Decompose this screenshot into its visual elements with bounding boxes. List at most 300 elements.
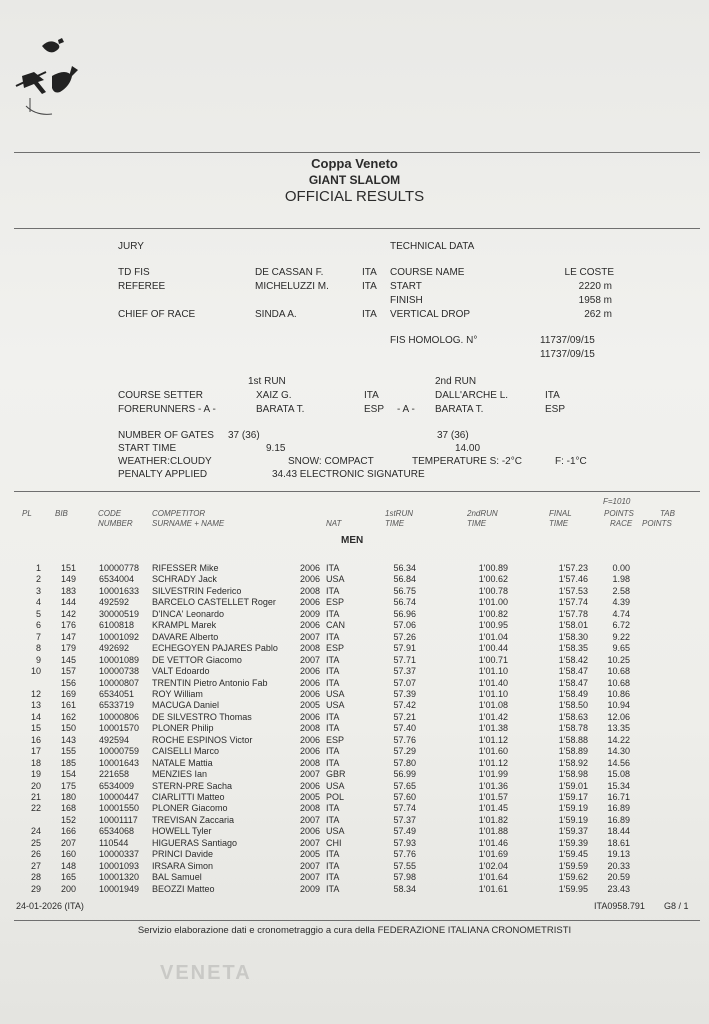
result-name: SCHRADY Jack (152, 574, 217, 585)
result-final: 1'58.30 (558, 631, 588, 642)
result-final: 1'57.23 (558, 563, 588, 573)
result-code: 6534009 (99, 780, 135, 791)
result-run2: 1'00.82 (478, 608, 508, 619)
course-value: LE COSTE (564, 267, 614, 278)
start-time-run1: 9.15 (266, 443, 286, 454)
discipline-title: GIANT SLALOM (308, 173, 401, 187)
chief-of-race-name: SINDA A. (255, 309, 297, 320)
referee-nat: ITA (362, 281, 377, 292)
result-pl: 5 (35, 608, 41, 619)
result-run2: 1'00.44 (478, 643, 508, 654)
result-year: 2006 (300, 574, 321, 585)
result-final: 1'58.42 (558, 654, 588, 665)
result-year: 2005 (300, 700, 321, 711)
temperature-start: TEMPERATURE S: -2°C (412, 456, 522, 467)
start-value: 2220 m (578, 281, 612, 292)
result-code: 10000738 (99, 666, 140, 677)
result-final: 1'58.63 (558, 711, 588, 722)
result-bib: 160 (60, 849, 76, 860)
result-points: 18.61 (607, 837, 630, 848)
result-bib: 151 (60, 563, 76, 573)
result-name: MENZIES Ian (152, 769, 208, 780)
col-race: RACE (610, 519, 633, 528)
event-title: Coppa Veneto (311, 156, 398, 171)
result-year: 2006 (300, 666, 321, 677)
result-code: 10001093 (99, 860, 140, 871)
result-bib: 168 (60, 803, 76, 814)
result-points: 16.89 (607, 803, 630, 814)
result-run2: 1'00.62 (478, 574, 508, 585)
result-run1: 57.06 (393, 620, 416, 631)
result-code: 10001550 (99, 803, 140, 814)
col-tab: TAB (660, 509, 675, 518)
result-code: 6100818 (99, 620, 135, 631)
col-competitor: COMPETITOR (152, 509, 206, 518)
result-name: MACUGA Daniel (152, 700, 220, 711)
result-pl: 29 (30, 883, 41, 894)
result-bib: 165 (60, 872, 76, 883)
result-code: 6533719 (99, 700, 135, 711)
col-points: POINTS (604, 509, 634, 518)
result-final: 1'58.78 (558, 723, 588, 734)
result-pl: 14 (30, 711, 41, 722)
gates-run2: 37 (36) (437, 430, 469, 441)
result-bib: 162 (60, 711, 76, 722)
result-final: 1'58.50 (558, 700, 588, 711)
result-year: 2008 (300, 723, 321, 734)
result-nat: ITA (326, 883, 340, 894)
result-code: 10001570 (99, 723, 140, 734)
result-run1: 57.21 (393, 711, 416, 722)
result-bib: 149 (60, 574, 76, 585)
result-run1: 57.98 (393, 872, 416, 883)
result-run2: 1'00.95 (478, 620, 508, 631)
result-run2: 1'01.12 (478, 757, 508, 768)
result-final: 1'59.17 (558, 792, 588, 802)
weather: WEATHER:CLOUDY (118, 456, 212, 467)
result-name: PLONER Philip (152, 723, 214, 734)
start-time-run2: 14.00 (455, 443, 481, 454)
result-final: 1'57.53 (558, 585, 588, 596)
result-bib: 183 (60, 585, 76, 596)
table-row (0, 826, 709, 837)
result-year: 2005 (300, 849, 321, 860)
result-name: ECHEGOYEN PAJARES Pablo (152, 643, 278, 654)
table-row (0, 700, 709, 711)
result-run1: 57.55 (393, 860, 416, 871)
result-pl: 10 (30, 666, 41, 677)
result-nat: ITA (326, 666, 340, 677)
result-points: 14.22 (607, 734, 630, 745)
result-run1: 57.93 (393, 837, 416, 848)
result-final: 1'57.46 (558, 574, 588, 585)
result-name: CIARLITTI Matteo (152, 792, 225, 802)
result-name: DAVARE Alberto (152, 631, 219, 642)
result-code: 10000337 (99, 849, 140, 860)
finish-label: FINISH (390, 295, 423, 306)
result-code: 10000447 (99, 792, 140, 802)
result-run2: 1'01.46 (478, 837, 508, 848)
homolog-value-1: 11737/09/15 (540, 335, 595, 346)
result-pl: 13 (30, 700, 41, 711)
table-row (0, 849, 709, 860)
result-code: 10000778 (99, 563, 140, 573)
table-row (0, 689, 709, 700)
result-pl: 28 (30, 872, 41, 883)
result-run1: 57.42 (393, 700, 416, 711)
result-pl: 4 (35, 597, 41, 608)
result-nat: ITA (326, 677, 340, 688)
table-row (0, 643, 709, 654)
section-men: MEN (341, 535, 364, 546)
result-run2: 1'02.04 (478, 860, 508, 871)
result-run2: 1'00.71 (478, 654, 508, 665)
result-points: 18.44 (607, 826, 630, 837)
result-points: 9.22 (612, 631, 630, 642)
result-pl: 15 (30, 723, 41, 734)
result-name: HIGUERAS Santiago (152, 837, 238, 848)
col-run2-time: TIME (467, 519, 487, 528)
result-name: VALT Edoardo (152, 666, 210, 677)
result-nat: USA (326, 826, 345, 837)
result-nat: ITA (326, 814, 340, 825)
result-run1: 58.34 (393, 883, 416, 894)
result-points: 14.30 (607, 746, 630, 757)
result-pl: 24 (30, 826, 41, 837)
result-run1: 57.74 (393, 803, 416, 814)
result-run1: 57.65 (393, 780, 416, 791)
result-points: 9.65 (612, 643, 630, 654)
result-run2: 1'01.38 (478, 723, 508, 734)
result-run2: 1'01.00 (478, 597, 508, 608)
setter1-name: XAIZ G. (256, 390, 292, 401)
result-run2: 1'00.89 (478, 563, 508, 573)
result-year: 2007 (300, 769, 321, 780)
snow: SNOW: COMPACT (288, 456, 374, 467)
result-bib: 156 (60, 677, 76, 688)
result-name: STERN-PRE Sacha (152, 780, 233, 791)
result-run2: 1'01.10 (478, 688, 508, 699)
result-pl: 16 (30, 734, 41, 745)
result-bib: 152 (60, 814, 76, 825)
result-nat: ITA (326, 654, 340, 665)
result-points: 10.94 (607, 700, 630, 711)
vertical-drop-value: 262 m (584, 309, 612, 320)
result-nat: ITA (326, 757, 340, 768)
table-row (0, 746, 709, 757)
penalty-label: PENALTY APPLIED (118, 469, 208, 480)
result-nat: ITA (326, 563, 340, 573)
result-final: 1'59.59 (558, 860, 588, 871)
result-pl: 21 (30, 792, 41, 802)
result-bib: 207 (60, 837, 76, 848)
result-pl: 1 (35, 563, 41, 573)
result-nat: ITA (326, 631, 340, 642)
col-f-value: F=1010 (603, 497, 631, 506)
setter1-nat: ITA (364, 390, 379, 401)
result-code: 110544 (99, 837, 129, 848)
result-pl: 27 (30, 860, 41, 871)
result-bib: 169 (60, 688, 76, 699)
result-run2: 1'01.61 (478, 883, 508, 894)
result-run2: 1'01.99 (478, 769, 508, 780)
table-row (0, 723, 709, 734)
result-points: 16.71 (607, 792, 630, 802)
result-name: BAL Samuel (152, 872, 202, 883)
result-name: HOWELL Tyler (152, 826, 212, 837)
footer-doc-code: ITA0958.791 (594, 901, 645, 911)
result-run2: 1'01.04 (478, 631, 508, 642)
result-pl: 18 (30, 757, 41, 768)
result-final: 1'59.45 (558, 849, 588, 860)
result-final: 1'59.39 (558, 837, 588, 848)
result-run1: 56.34 (393, 563, 416, 573)
result-final: 1'58.47 (558, 666, 588, 677)
homolog-value-2: 11737/09/15 (540, 349, 595, 360)
result-points: 0.00 (612, 563, 630, 573)
tech-title: TECHNICAL DATA (390, 241, 475, 252)
table-row (0, 792, 709, 803)
forerunners-label: FORERUNNERS - A - (118, 404, 216, 415)
result-nat: GBR (326, 769, 346, 780)
col-bib: BIB (55, 509, 68, 518)
result-name: TREVISAN Zaccaria (152, 814, 235, 825)
result-pl: 9 (35, 654, 41, 665)
result-name: SILVESTRIN Federico (152, 585, 242, 596)
result-name: IRSARA Simon (152, 860, 214, 871)
result-year: 2007 (300, 631, 321, 642)
result-code: 492594 (99, 734, 130, 745)
homolog-label: FIS HOMOLOG. N° (390, 335, 478, 346)
result-run2: 1'01.60 (478, 746, 508, 757)
result-year: 2007 (300, 860, 321, 871)
result-final: 1'58.92 (558, 757, 588, 768)
result-year: 2006 (300, 826, 321, 837)
run2-label: 2nd RUN (435, 376, 477, 387)
result-run1: 57.07 (393, 677, 416, 688)
td-name: DE CASSAN F. (255, 267, 324, 278)
forerunner2-name: BARATA T. (435, 404, 484, 415)
footer-service: Servizio elaborazione dati e cronometraggio a cura della FEDERAZIONE ITALIANA CRONOMETRISTI (137, 925, 572, 936)
table-row (0, 861, 709, 872)
result-nat: ITA (326, 585, 340, 596)
result-name: TRENTIN Pietro Antonio Fab (152, 677, 268, 688)
result-points: 10.68 (607, 666, 630, 677)
jury-title: JURY (118, 241, 144, 252)
run1-label: 1st RUN (248, 376, 286, 387)
result-bib: 147 (60, 631, 76, 642)
result-bib: 155 (60, 746, 76, 757)
result-run2: 1'01.08 (478, 700, 508, 711)
table-row (0, 781, 709, 792)
result-pl: 7 (35, 631, 41, 642)
result-run1: 57.40 (393, 723, 416, 734)
result-bib: 150 (60, 723, 76, 734)
result-final: 1'58.89 (558, 746, 588, 757)
col-surname-name: SURNAME + NAME (152, 519, 225, 528)
result-nat: ITA (326, 860, 340, 871)
result-code: 492692 (99, 643, 130, 654)
col-final-time: TIME (549, 519, 569, 528)
result-points: 13.35 (607, 723, 630, 734)
result-nat: ITA (326, 723, 340, 734)
gates-run1: 37 (36) (228, 430, 260, 441)
result-final: 1'58.49 (558, 688, 588, 699)
result-pl: 19 (30, 769, 41, 780)
result-run2: 1'01.12 (478, 734, 508, 745)
result-run1: 57.37 (393, 814, 416, 825)
result-nat: ESP (326, 643, 345, 654)
result-run1: 56.74 (393, 597, 416, 608)
col-final: FINAL (549, 509, 572, 518)
result-points: 4.74 (612, 608, 630, 619)
footer-rule (14, 920, 700, 921)
referee-name: MICHELUZZI M. (255, 281, 329, 292)
result-name: DE VETTOR Giacomo (152, 654, 242, 665)
table-row (0, 666, 709, 677)
result-nat: CHI (326, 837, 342, 848)
result-run2: 1'01.10 (478, 666, 508, 677)
result-name: DE SILVESTRO Thomas (152, 711, 252, 722)
col-run1-time: TIME (385, 519, 405, 528)
result-nat: ITA (326, 608, 340, 619)
result-final: 1'59.19 (558, 803, 588, 814)
result-year: 2005 (300, 792, 321, 802)
result-points: 6.72 (612, 620, 630, 631)
watermark: VENETA (160, 962, 252, 984)
result-pl: 2 (35, 574, 41, 585)
result-points: 12.06 (607, 711, 630, 722)
result-bib: 157 (60, 666, 76, 677)
result-code: 10001949 (99, 883, 140, 894)
table-row (0, 597, 709, 608)
result-nat: POL (326, 792, 345, 802)
result-code: 492592 (99, 597, 130, 608)
result-run2: 1'01.82 (478, 814, 508, 825)
result-bib: 142 (60, 608, 76, 619)
result-year: 2007 (300, 654, 321, 665)
result-final: 1'59.95 (558, 883, 588, 894)
result-code: 10000759 (99, 746, 140, 757)
result-year: 2008 (300, 803, 321, 814)
result-year: 2007 (300, 872, 321, 883)
result-year: 2008 (300, 643, 321, 654)
result-final: 1'58.47 (558, 677, 588, 688)
table-row (0, 815, 709, 826)
chief-of-race-label: CHIEF OF RACE (118, 309, 196, 320)
result-final: 1'57.78 (558, 608, 588, 619)
result-bib: 166 (60, 826, 76, 837)
result-nat: ESP (326, 597, 345, 608)
result-run2: 1'00.78 (478, 585, 508, 596)
result-bib: 179 (60, 643, 76, 654)
result-name: NATALE Mattia (152, 757, 213, 768)
result-run1: 57.26 (393, 631, 416, 642)
result-bib: 145 (60, 654, 76, 665)
table-row (0, 655, 709, 666)
result-run1: 56.84 (393, 574, 416, 585)
col-run2: 2ndRUN (467, 509, 498, 518)
result-points: 2.58 (612, 585, 630, 596)
result-code: 6534051 (99, 688, 135, 699)
vertical-drop-label: VERTICAL DROP (390, 309, 471, 320)
result-final: 1'59.19 (558, 814, 588, 825)
result-pl: 3 (35, 585, 41, 596)
result-nat: ITA (326, 849, 340, 860)
section-rule (14, 491, 700, 492)
result-run2: 1'01.36 (478, 780, 508, 791)
temperature-finish: F: -1°C (555, 456, 587, 467)
result-run1: 57.71 (393, 654, 416, 665)
forerunner1-nat: ESP (364, 404, 385, 415)
result-bib: 143 (60, 734, 76, 745)
setter2-name: DALL'ARCHE L. (435, 390, 509, 401)
result-code: 10001089 (99, 654, 140, 665)
result-pl: 12 (30, 688, 41, 699)
result-final: 1'58.35 (558, 643, 588, 654)
result-code: 10000807 (99, 677, 140, 688)
footer-date: 24-01-2026 (ITA) (16, 901, 84, 911)
result-points: 20.33 (607, 860, 630, 871)
result-year: 2007 (300, 814, 321, 825)
result-points: 19.13 (607, 849, 630, 860)
result-points: 10.25 (607, 654, 630, 665)
td-label: TD FIS (118, 267, 150, 278)
result-final: 1'58.01 (558, 620, 588, 631)
result-points: 14.56 (607, 757, 630, 768)
result-pl: 8 (35, 643, 41, 654)
result-nat: ESP (326, 734, 345, 745)
result-nat: USA (326, 700, 345, 711)
result-run2: 1'01.64 (478, 872, 508, 883)
result-pl: 20 (30, 780, 41, 791)
result-final: 1'59.62 (558, 872, 588, 883)
result-code: 221658 (99, 769, 130, 780)
result-name: PLONER Giacomo (152, 803, 228, 814)
result-year: 2006 (300, 746, 321, 757)
result-nat: ITA (326, 711, 340, 722)
table-row (0, 712, 709, 723)
table-row (0, 609, 709, 620)
forerunner2-prefix: - A - (397, 404, 415, 415)
gates-label: NUMBER OF GATES (118, 430, 214, 441)
result-points: 16.89 (607, 814, 630, 825)
result-year: 2008 (300, 757, 321, 768)
result-run2: 1'01.88 (478, 826, 508, 837)
result-final: 1'58.88 (558, 734, 588, 745)
result-run1: 57.29 (393, 746, 416, 757)
result-name: CAISELLI Marco (152, 746, 220, 757)
skier-logo-icon (12, 36, 92, 126)
result-year: 2006 (300, 597, 321, 608)
result-name: RIFESSER Mike (152, 563, 219, 573)
result-name: PRINCI Davide (152, 849, 214, 860)
result-points: 20.59 (607, 872, 630, 883)
table-row (0, 769, 709, 780)
col-tab-points: POINTS (642, 519, 672, 528)
result-nat: USA (326, 688, 345, 699)
result-run1: 56.75 (393, 585, 416, 596)
result-year: 2006 (300, 688, 321, 699)
result-nat: ITA (326, 746, 340, 757)
footer-page: G8 / 1 (664, 901, 689, 911)
result-code: 6534068 (99, 826, 135, 837)
result-run2: 1'01.57 (478, 792, 508, 802)
result-code: 6534004 (99, 574, 135, 585)
col-code-number: NUMBER (98, 519, 133, 528)
col-run1: 1stRUN (385, 509, 414, 518)
result-points: 10.68 (607, 677, 630, 688)
